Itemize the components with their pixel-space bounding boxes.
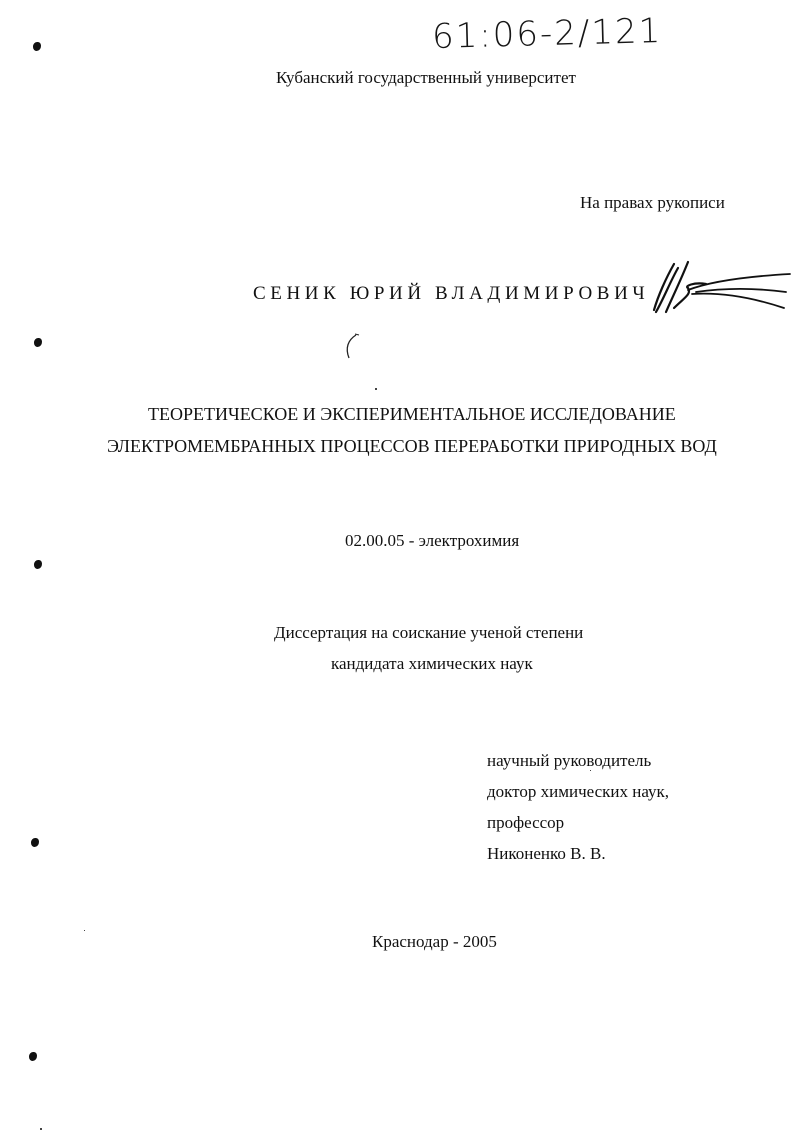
supervisor-degree: доктор химических наук,	[487, 782, 670, 801]
degree-statement-line-1: Диссертация на соискание ученой степени	[274, 623, 584, 642]
supervisor-role: научный руководитель	[487, 751, 652, 770]
city-year: Краснодар - 2005	[372, 932, 497, 951]
university-name: Кубанский государственный университет	[276, 68, 576, 87]
degree-statement-line-2: кандидата химических наук	[331, 654, 533, 673]
dissertation-title-line-1: ТЕОРЕТИЧЕСКОЕ И ЭКСПЕРИМЕНТАЛЬНОЕ ИССЛЕДОВАНИЕ	[148, 404, 676, 424]
scan-speck	[84, 930, 85, 931]
stray-mark-icon	[342, 332, 362, 362]
supervisor-block	[487, 745, 669, 869]
scan-speck	[375, 388, 377, 390]
binding-hole-icon	[34, 338, 42, 347]
author-signature	[644, 258, 794, 318]
manuscript-rights-label: На правах рукописи	[580, 193, 725, 212]
binding-hole-icon	[29, 1052, 37, 1061]
supervisor-name: Никоненко В. В.	[487, 844, 606, 863]
binding-hole-icon	[34, 560, 42, 569]
specialty-code: 02.00.05 - электрохимия	[345, 531, 520, 550]
scan-speck	[40, 1128, 42, 1130]
supervisor-rank: профессор	[487, 813, 565, 832]
archive-number: 61:06-2/121	[431, 10, 663, 58]
scan-speck	[590, 770, 591, 771]
binding-hole-icon	[31, 838, 39, 847]
binding-hole-icon	[33, 42, 41, 51]
author-name: СЕНИК ЮРИЙ ВЛАДИМИРОВИЧ	[253, 283, 650, 304]
dissertation-title-line-2: ЭЛЕКТРОМЕМБРАННЫХ ПРОЦЕССОВ ПЕРЕРАБОТКИ ПРИРОДНЫХ ВОД	[107, 436, 717, 456]
